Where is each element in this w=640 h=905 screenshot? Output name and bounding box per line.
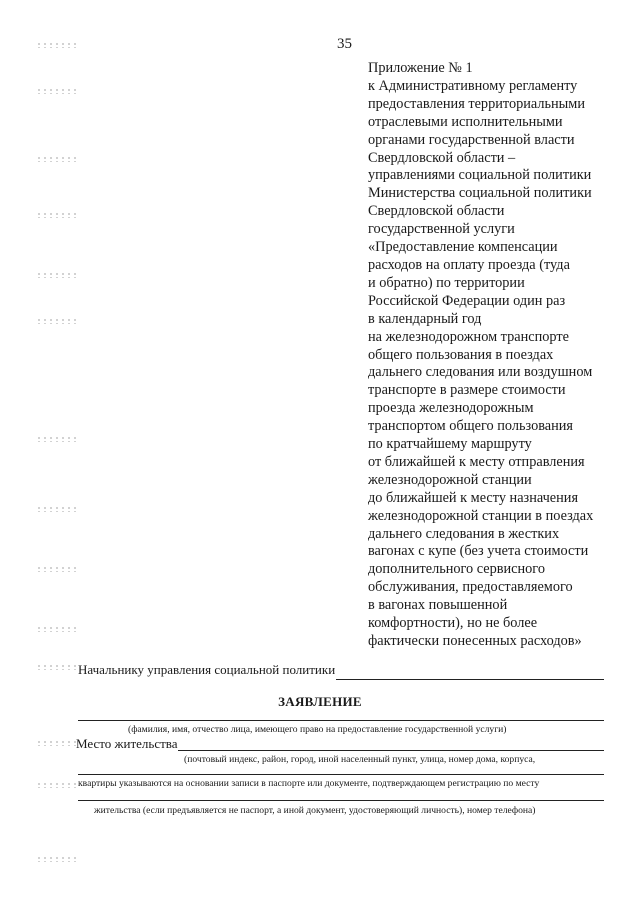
appendix-line: комфортности), но не более — [368, 615, 538, 632]
appendix-line: «Предоставление компенсации — [368, 239, 558, 256]
appendix-line: отраслевыми исполнительными — [368, 113, 563, 130]
scan-speck — [36, 272, 76, 278]
appendix-line: в календарный год — [368, 310, 482, 327]
appendix-line: Министерства социальной политики — [368, 185, 592, 202]
residence-field[interactable] — [178, 750, 604, 751]
appendix-line: дальнего следования или воздушном — [368, 364, 593, 381]
appendix-line: дополнительного сервисного — [368, 561, 545, 578]
appendix-line: вагонах с купе (без учета стоимости — [368, 543, 589, 560]
appendix-line: общего пользования в поездах — [368, 346, 554, 363]
appendix-line: Свердловской области – — [368, 149, 516, 166]
scan-speck — [36, 740, 76, 746]
residence-field-3[interactable] — [78, 800, 604, 801]
scan-speck — [36, 626, 76, 632]
address-hint-3: жительства (если предъявляется не паспорт, а иной документ, удостоверяющий личность), номер телефона) — [94, 805, 536, 816]
full-name-field[interactable] — [78, 720, 604, 721]
appendix-line: транспорте в размере стоимости — [368, 382, 566, 399]
scan-speck — [36, 42, 76, 48]
appendix-line: государственной услуги — [368, 221, 515, 238]
scan-speck — [36, 856, 76, 862]
appendix-line: предоставления территориальными — [368, 95, 585, 112]
appendix-line: Приложение № 1 — [368, 60, 473, 76]
appendix-line: дальнего следования в жестких — [368, 525, 560, 542]
scan-speck — [36, 436, 76, 442]
page-number: 35 — [337, 36, 352, 52]
scan-speck — [36, 506, 76, 512]
appendix-heading — [368, 60, 618, 651]
appendix-line: по кратчайшему маршруту — [368, 436, 532, 453]
appendix-line: фактически понесенных расходов» — [368, 633, 582, 649]
appendix-line: к Административному регламенту — [368, 77, 578, 94]
appendix-line: железнодорожной станции — [368, 471, 532, 488]
appendix-line: транспортом общего пользования — [368, 418, 574, 435]
appendix-line: Свердловской области — [368, 203, 505, 220]
appendix-line: от ближайшей к месту отправления — [368, 453, 585, 470]
appendix-line: железнодорожной станции в поездах — [368, 507, 594, 524]
addressee-field[interactable] — [336, 679, 604, 680]
full-name-hint: (фамилия, имя, отчество лица, имеющего право на предоставление государственной услуги) — [128, 724, 507, 735]
scan-speck — [36, 212, 76, 218]
appendix-line: органами государственной власти — [368, 131, 575, 148]
appendix-line: до ближайшей к месту назначения — [368, 489, 579, 506]
scan-speck — [36, 664, 76, 670]
appendix-line: расходов на оплату проезда (туда — [368, 256, 570, 273]
scan-speck — [36, 318, 76, 324]
residence-label: Место жительства — [76, 736, 178, 751]
appendix-line: на железнодорожном транспорте — [368, 328, 569, 345]
appendix-line: проезда железнодорожным — [368, 400, 534, 417]
appendix-line: обслуживания, предоставляемого — [368, 579, 573, 596]
residence-field-2[interactable] — [78, 774, 604, 775]
appendix-line: в вагонах повышенной — [368, 597, 508, 614]
address-hint-2: квартиры указываются на основании записи в паспорте или документе, подтверждающем регистрацию по месту — [78, 778, 540, 789]
scan-speck — [36, 566, 76, 572]
appendix-line: Российской Федерации один раз — [368, 292, 566, 309]
document-title: ЗАЯВЛЕНИЕ — [278, 694, 362, 709]
appendix-line: управлениями социальной политики — [368, 167, 592, 184]
addressee-label: Начальнику управления социальной политики — [78, 662, 336, 677]
scan-speck — [36, 156, 76, 162]
appendix-line: и обратно) по территории — [368, 274, 525, 291]
scan-speck — [36, 88, 76, 94]
address-hint: (почтовый индекс, район, город, иной населенный пункт, улица, номер дома, корпуса, — [184, 754, 536, 765]
scan-speck — [36, 782, 76, 788]
